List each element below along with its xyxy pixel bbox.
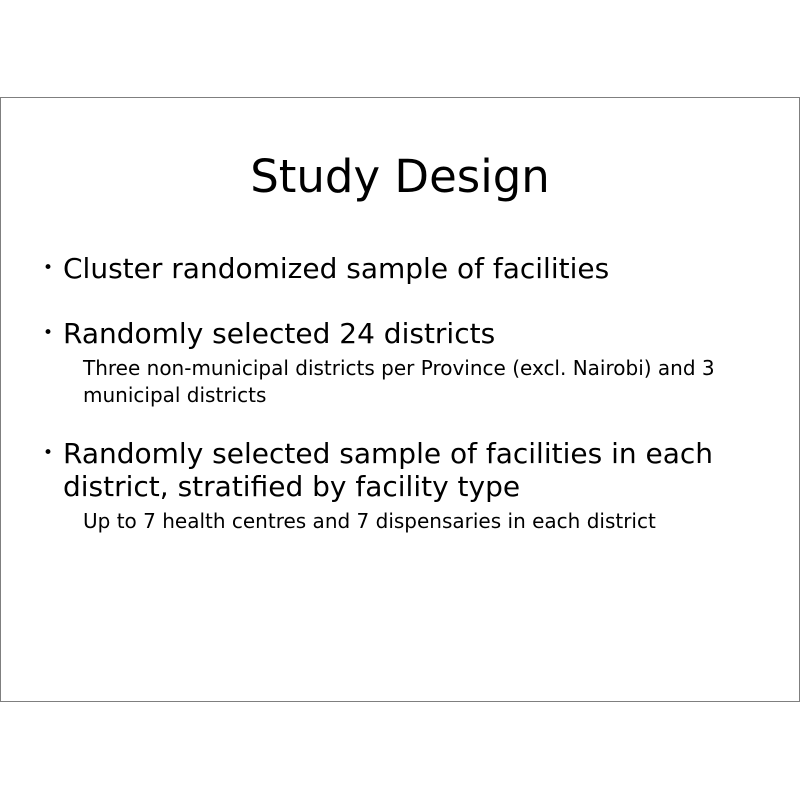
bullet-icon: •: [43, 323, 54, 343]
sub-bullet-text: Up to 7 health centres and 7 dispensaries in each district: [83, 509, 656, 533]
bullet-list: [43, 252, 739, 535]
slide-title: Study Design: [250, 150, 550, 203]
bullet-text: Randomly selected sample of facilities in each district, stratified by facility type: [63, 437, 714, 503]
bullet-item: [43, 252, 739, 285]
slide-canvas: [0, 97, 800, 702]
bullet-text: Randomly selected 24 districts: [63, 317, 496, 350]
bullet-item: [43, 437, 739, 535]
bullet-icon: •: [43, 443, 54, 463]
bullet-icon: •: [43, 258, 54, 278]
bullet-item: [43, 317, 739, 409]
sub-bullet-text: Three non-municipal districts per Province (excl. Nairobi) and 3 municipal districts: [83, 356, 715, 407]
bullet-text: Cluster randomized sample of facilities: [63, 252, 610, 285]
